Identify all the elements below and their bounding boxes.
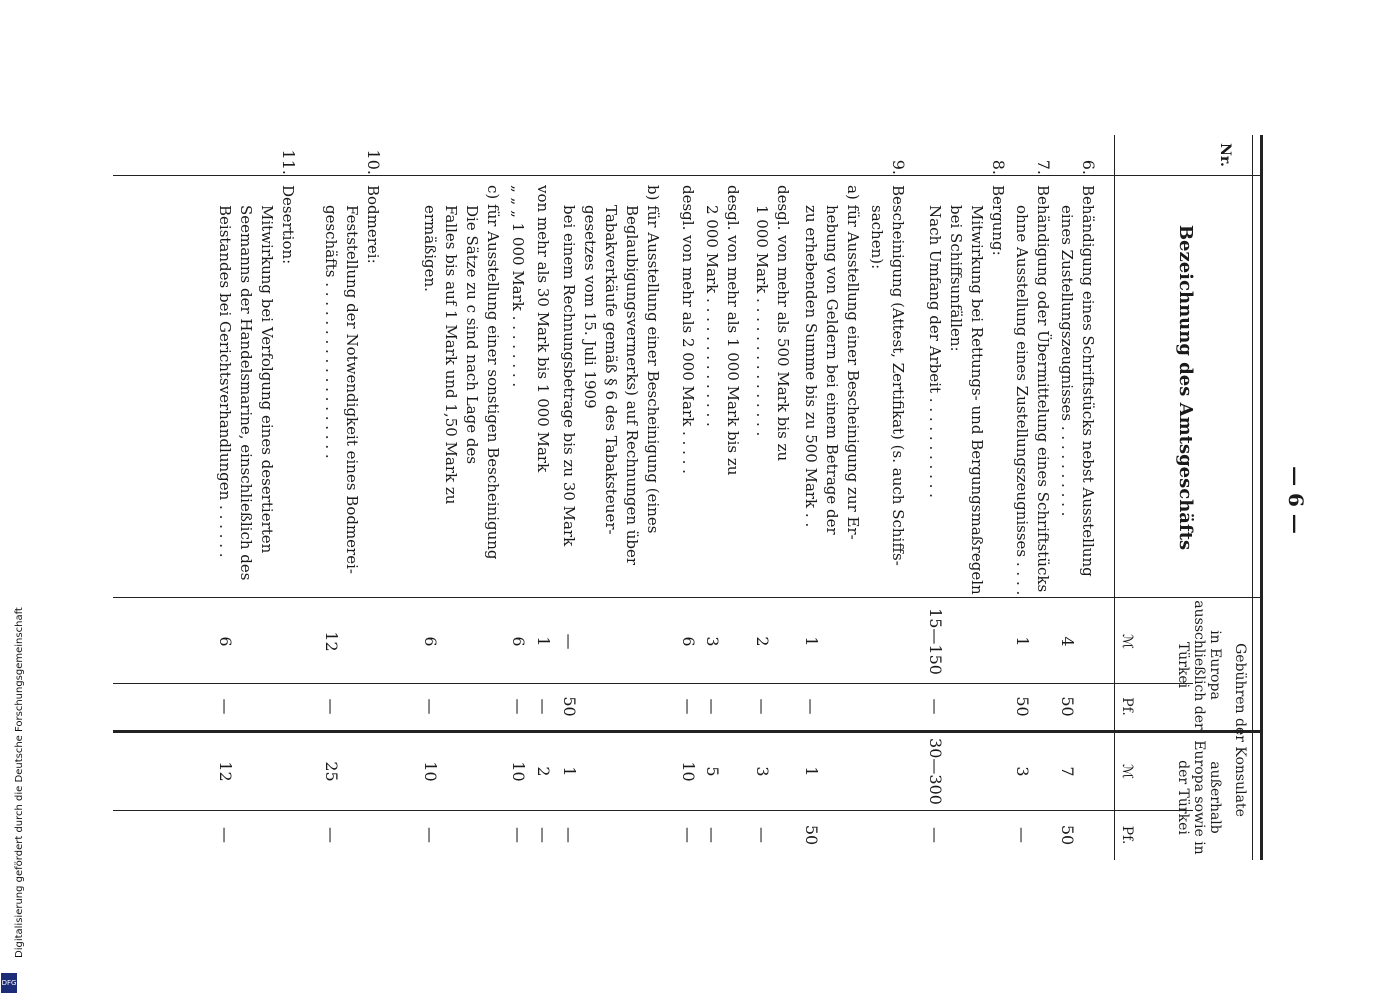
row-text-line: Bodmerei:	[364, 185, 382, 264]
header-bezeichnung: Bezeichnung des Amtsgeschäfts	[1175, 224, 1196, 551]
row-text-line: Beglaubigungsvermerks) auf Rechnungen über	[623, 205, 641, 566]
row-text-line: sachen):	[868, 205, 886, 270]
eu-pf-cell: —	[703, 698, 722, 715]
aus-mark-cell: 25	[322, 761, 341, 782]
header-eu-mark: ℳ	[1119, 634, 1135, 649]
row-text-line: desgl. von mehr als 2 000 Mark . . . . .	[679, 185, 697, 474]
header-nr: Nr.	[1217, 143, 1233, 167]
aus-mark-cell: 5	[703, 766, 722, 777]
aus-mark-cell: 10	[509, 761, 528, 782]
row-text-line: Die Sätze zu c sind nach Lage des	[463, 205, 481, 465]
row-text-line: 2 000 Mark . . . . . . . . . . . . . .	[703, 205, 721, 427]
aus-pf-cell: —	[216, 827, 235, 843]
row-text-line: desgl. von mehr als 1 000 Mark bis zu	[724, 185, 742, 476]
aus-mark-cell: 1	[802, 766, 821, 777]
eu-mark-cell: 6	[216, 636, 235, 647]
aus-mark-cell: 7	[1058, 766, 1077, 777]
row-text-line: Nach Umfang der Arbeit . . . . . . . . . . .	[926, 205, 944, 498]
row-number: 10.	[364, 149, 383, 175]
row-text-line: gesetzes vom 15. Juli 1909	[581, 205, 599, 409]
eu-pf-cell: —	[926, 698, 945, 715]
row-text-line: Feststellung der Notwendigkeit eines Bodmerei-	[343, 205, 361, 574]
header-bottom-rule	[1114, 135, 1115, 860]
row-text-line: c) für Ausstellung einer sonstigen Bescheinigung	[484, 185, 502, 560]
eu-pf-cell: —	[509, 698, 528, 715]
row-text-line: Desertion:	[279, 185, 297, 265]
eu-mark-cell: 6	[509, 636, 528, 647]
eu-mark-cell: 4	[1058, 636, 1077, 647]
header-aus-pf: Pf.	[1119, 825, 1135, 845]
aus-pf-cell: 50	[1058, 824, 1077, 846]
header-eu-pf: Pf.	[1119, 697, 1135, 716]
funding-sidebar	[0, 600, 25, 995]
row-text-line: bei Schiffsunfällen:	[947, 205, 965, 352]
row-text-line: Seemanns der Handelsmarine, einschließlich des	[237, 205, 255, 581]
eu-mark-cell: 15—150	[926, 608, 945, 675]
row-number: 9.	[889, 159, 908, 175]
row-text-line: Falles bis auf 1 Mark und 1,50 Mark zu	[442, 205, 460, 505]
header-aus-mark: ℳ	[1119, 764, 1135, 779]
row-text-line: Tabakverkäufe gemäß § 6 des Tabaksteuer-	[602, 205, 620, 535]
eu-mark-cell: 2	[753, 636, 772, 647]
dfg-logo: DFG	[1, 973, 17, 993]
header-in-europa: in Europa ausschließlich der Türkei	[1175, 600, 1223, 730]
row-text-line: Mitwirkung bei Verfolgung eines desertierten	[258, 205, 276, 554]
aus-pf-cell: —	[1013, 827, 1032, 843]
eu-pf-cell: 50	[560, 696, 579, 717]
eu-pf-cell: 50	[1058, 696, 1077, 717]
eu-pf-cell: —	[802, 698, 821, 715]
aus-pf-cell: —	[703, 827, 722, 843]
aus-pf-cell: —	[926, 827, 945, 843]
row-text-line: „ „ „ 1 000 Mark . . . . . . . .	[509, 185, 527, 388]
eu-pf-cell: —	[679, 698, 698, 715]
aus-pf-cell: 50	[802, 824, 821, 846]
eu-mark-cell: 6	[421, 636, 440, 647]
aus-pf-cell: —	[679, 827, 698, 843]
text-column-rule	[113, 597, 1263, 598]
eu-pf-cell: —	[421, 698, 440, 715]
row-text-line: eines Zustellungszeugnisses . . . . . . . . . .	[1058, 205, 1076, 517]
row-text-line: Behändigung eines Schriftstücks nebst Ausstellung	[1079, 185, 1097, 577]
row-text-line: zu erhebenden Summe bis zu 500 Mark . .	[802, 205, 820, 528]
row-number: 6.	[1079, 159, 1098, 175]
eu-mark-cell: 6	[679, 636, 698, 647]
aus-mark-cell: 10	[421, 761, 440, 782]
eu-mark-cell: 3	[703, 636, 722, 647]
eu-mark-cell: 12	[322, 631, 341, 652]
row-text-line: bei einem Rechnungsbetrage bis zu 30 Mark	[560, 205, 578, 547]
row-text-line: 1 000 Mark . . . . . . . . . . . . . . .	[753, 205, 771, 437]
eu-pf-cell: —	[534, 698, 553, 715]
eu-mark-cell: —	[560, 633, 579, 650]
row-text-line: geschäfts . . . . . . . . . . . . . . . . . . .	[322, 205, 340, 459]
aus-mark-cell: 10	[679, 761, 698, 782]
eu-pf-cell: —	[216, 698, 235, 715]
row-text-line: b) für Ausstellung einer Bescheinigung (eines	[644, 185, 662, 534]
table-top-rule-thin	[1252, 135, 1253, 860]
aus-pf-cell: —	[421, 827, 440, 843]
row-text-line: Bergung:	[989, 185, 1007, 256]
row-text-line: Mitwirkung bei Rettungs- und Bergungsmaßregeln	[968, 205, 986, 595]
funding-note: Digitalisierung gefördert durch die Deutsche Forschungsgemeinschaft	[14, 607, 25, 958]
aus-pf-cell: —	[534, 827, 553, 843]
row-number: 11.	[279, 149, 298, 175]
row-text-line: hebung von Geldern bei einem Betrage der	[823, 205, 841, 535]
eu-pf-cell: 50	[1013, 696, 1032, 717]
header-ausserhalb: außerhalb Europa sowie in der Türkei	[1175, 740, 1223, 855]
eu-mark-cell: 1	[534, 636, 553, 647]
row-text-line: von mehr als 30 Mark bis 1 000 Mark	[534, 185, 552, 473]
page-number: — 6 —	[1284, 466, 1308, 534]
eu-pf-cell: —	[322, 698, 341, 715]
eu-mark-cell: 1	[802, 636, 821, 647]
aus-mark-cell: 3	[753, 766, 772, 777]
eu-pf-cell: —	[753, 698, 772, 715]
eu-mark-cell: 1	[1013, 636, 1032, 647]
row-text-line: a) für Ausstellung einer Bescheinigung zur Er-	[844, 185, 862, 540]
row-text-line: ermäßigen.	[421, 205, 439, 292]
aus-mark-cell: 2	[534, 766, 553, 777]
table-top-rule	[1260, 135, 1263, 860]
header-gebuehren: Gebühren der Konsulate	[1232, 643, 1248, 817]
nr-column-rule	[113, 175, 1263, 176]
aus-pf-cell: —	[753, 827, 772, 843]
aus-pf-cell: —	[560, 827, 579, 843]
row-number: 8.	[989, 159, 1008, 175]
row-text-line: Behändigung oder Übermittelung eines Schriftstücks	[1034, 185, 1052, 593]
aus-mark-cell: 30—300	[926, 738, 945, 805]
aus-pf-cell: —	[322, 827, 341, 843]
row-number: 7.	[1034, 159, 1053, 175]
row-text-line: ohne Ausstellung eines Zustellungszeugnisses . . . .	[1013, 205, 1031, 596]
row-text-line: Beistandes bei Gerichtsverhandlungen . . . . . .	[216, 205, 234, 558]
aus-mark-cell: 12	[216, 761, 235, 782]
aus-pf-cell: —	[509, 827, 528, 843]
row-text-line: desgl. von mehr als 500 Mark bis zu	[774, 185, 792, 462]
row-text-line: Bescheinigung (Attest, Zertifikat) (s. auch Schiffs-	[889, 185, 907, 566]
aus-mark-cell: 3	[1013, 766, 1032, 777]
aus-mark-cell: 1	[560, 766, 579, 777]
